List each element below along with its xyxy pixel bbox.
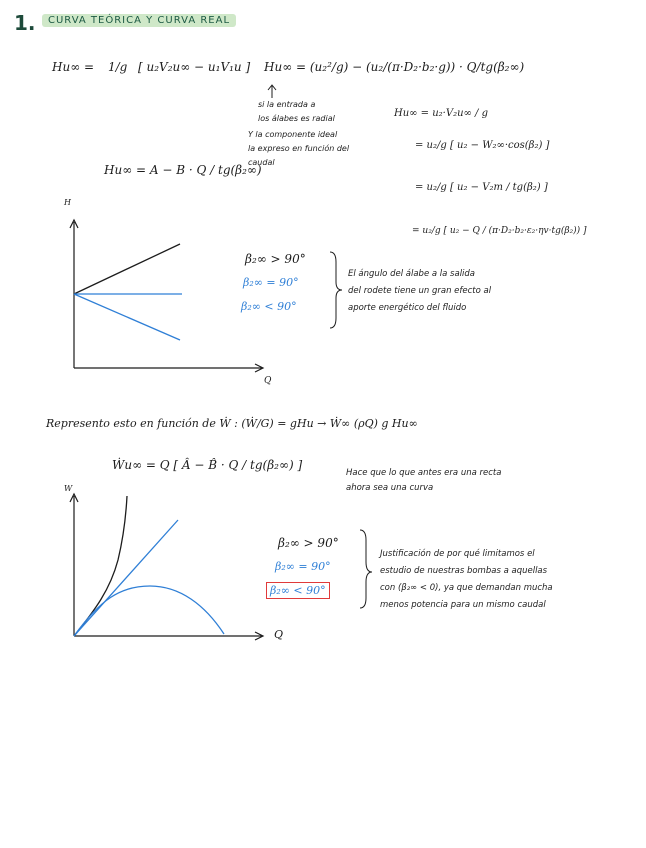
note-ideal: Y la componente ideal la expreso en función del caudal — [248, 130, 350, 167]
eq-right-1: Hu∞ = u₂·V₂u∞ / g — [394, 108, 488, 119]
section-heading: CURVA TEÓRICA Y CURVA REAL — [42, 14, 236, 27]
graph1-cond-lt90: β₂∞ < 90° — [241, 300, 297, 313]
graph2-cond-lt90-highlighted: β₂∞ < 90° — [266, 582, 330, 599]
eq-right-3: = u₂/g [ u₂ − V₂m / tg(β₂) ] — [415, 182, 548, 193]
graph1-cond-gt90: β₂∞ > 90° — [245, 252, 306, 266]
eq1-rhs: Hu∞ = (u₂²/g) − (u₂/(π·D₂·b₂·g)) · Q/tg(β₂∞) — [264, 60, 525, 74]
graph2-x-label: Q — [274, 628, 284, 641]
graph2-note: Justificación de por qué limitamos el estudio de nuestras bombas a aquellas con (β₂∞ < 0), ya que demandan mucha menos potencia para un mismo caudal — [380, 549, 553, 610]
graph2-y-label: W — [64, 484, 73, 493]
eq-right-2: = u₂/g [ u₂ − W₂∞·cos(β₂) ] — [415, 140, 550, 151]
eq4-note: Hace que lo que antes era una recta ahora sea una curva — [346, 468, 502, 493]
note-radial: si la entrada a los álabes es radial — [258, 100, 335, 123]
graph2-line-eq90 — [74, 520, 178, 636]
graph1-note: El ángulo del álabe a la salida del rodete tiene un gran efecto al aporte energético del fluido — [348, 269, 492, 313]
eq1-bracket: [ u₂V₂u∞ − u₁V₁u ] — [138, 60, 251, 74]
graph2-cond-gt90: β₂∞ > 90° — [278, 536, 339, 550]
graph1-x-label: Q — [264, 376, 272, 386]
eq1-fraction: 1/g — [108, 60, 128, 74]
eq1-lhs: Hu∞ = — [52, 60, 95, 74]
graph2-cond-eq90: β₂∞ = 90° — [275, 560, 331, 573]
eq4: Ẇu∞ = Q [ Â − B̂ · Q / tg(β₂∞) ] — [112, 458, 303, 472]
eq3: Represento esto en función de Ẇ : (Ẇ/G) = gHu → Ẇ∞ (ρQ) g Hu∞ — [46, 417, 418, 430]
eq2: Hu∞ = A − B · Q / tg(β₂∞) — [104, 163, 262, 177]
graph2-curve-gt90 — [74, 496, 127, 636]
graph1-cond-eq90: β₂∞ = 90° — [243, 276, 299, 289]
graph1-y-label: H — [64, 198, 71, 207]
eq-right-4: = u₂/g [ u₂ − Q / (π·D₂·b₂·ε₂·ηv·tg(β₂)) ] — [412, 226, 587, 236]
section-number: 1. — [14, 11, 36, 35]
